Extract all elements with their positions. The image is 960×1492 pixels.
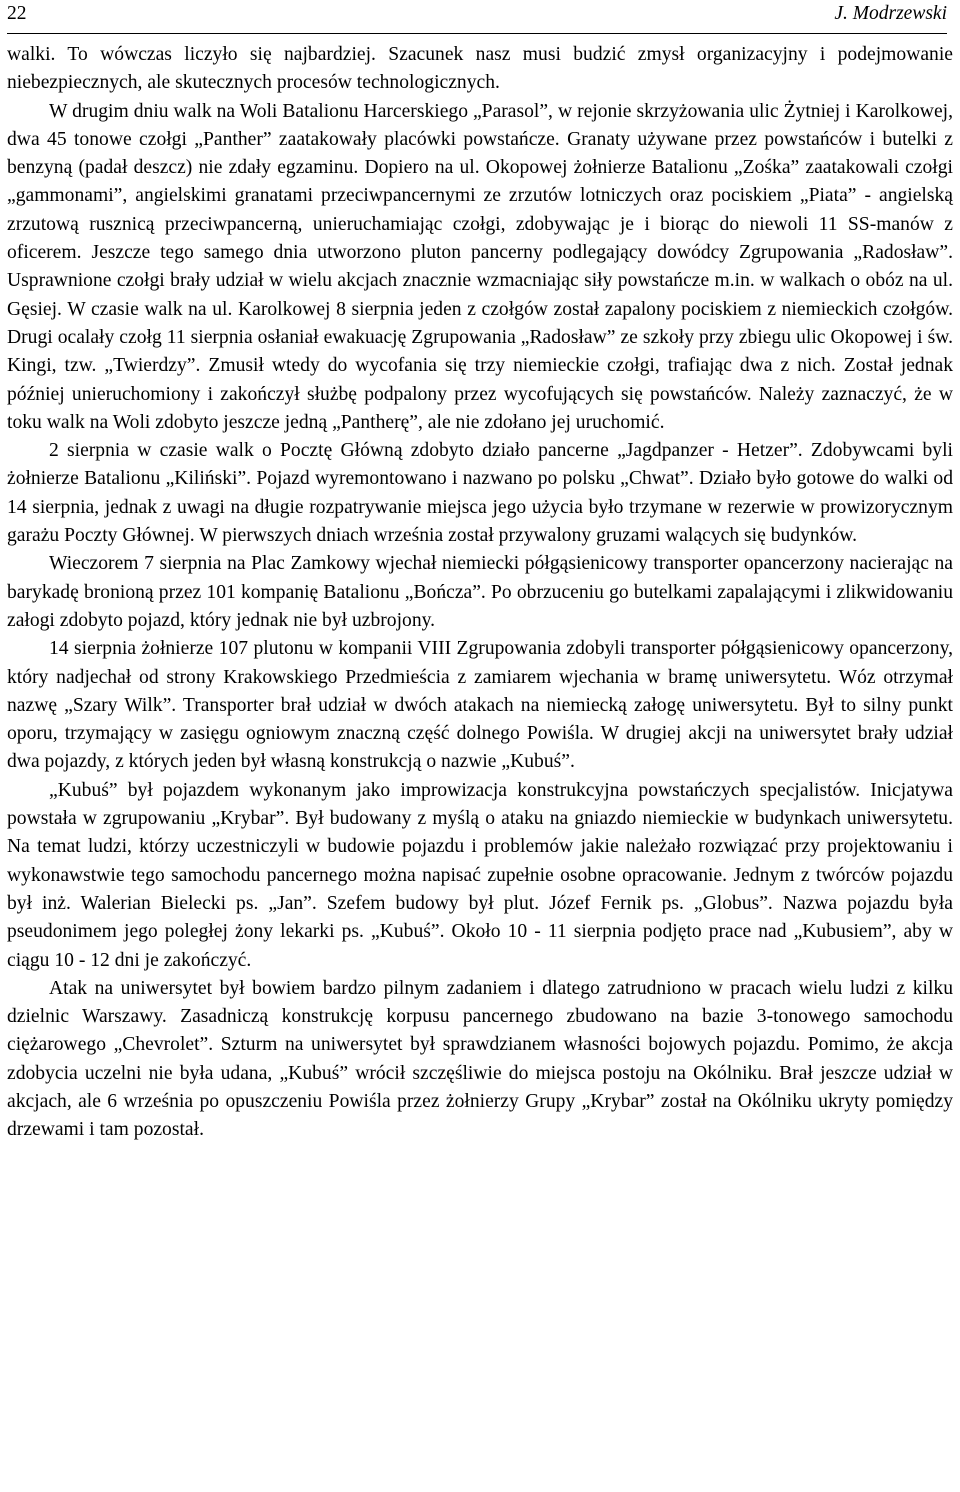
body-text [7,41,953,1145]
paragraph-plac-zamkowy: Wieczorem 7 sierpnia na Plac Zamkowy wjechał niemiecki półgąsienicowy transporter opancerzony nacierając na barykadę bronioną przez 101 kompanię Batalionu „Bończa”. Po obrzuceniu go butelkami zapalającymi i zlikwidowaniu załogi zdobyto pojazd, który jednak nie był uzbrojony. [7,553,953,631]
paragraph-continuation: walki. To wówczas liczyło się najbardziej. Szacunek nasz musi budzić zmysł organizacyjny i podejmowanie niebezpiecznych, ale skutecznych procesów technologicznych. [7,44,953,94]
paragraph-chwat: 2 sierpnia w czasie walk o Pocztę Główną zdobyto działo pancerne „Jagdpanzer - Hetzer”. Zdobywcami byli żołnierze Batalionu „Kiliński”. Pojazd wyremontowano i nazwano po polsku „Chwat”. Działo było gotowe do walki od 14 sierpnia, jednak z uwagi na długie rozpatrywanie miejsca jego użycia było trzymane w rezerwie w prowizorycznym garażu Poczty Głównej. W pierwszych dniach września został przywalony gruzami walących się budynków. [7,440,953,547]
running-head-author: J. Modrzewski [834,3,947,24]
page-number: 22 [7,3,27,24]
page-header [7,0,947,34]
paragraph-wola-tanks: W drugim dniu walk na Woli Batalionu Harcerskiego „Parasol”, w rejonie skrzyżowania ulic Żytniej i Karolkowej, dwa 45 tonowe czołgi „Panther” zaatakowały placówki powstańcze. Granaty używane przez powstańców i butelki z benzyną (padał deszcz) nie zdały egzaminu. Dopiero na ul. Okopowej żołnierze Batalionu „Zośka” zaatakowali czołgi „gammonami”, angielskimi granatami przeciwpancernymi ze zrzutów lotniczych oraz pociskiem „Piata” - angielską zrzutową rusznicą przeciwpancerną, unieruchamiając czołgi, zdobywając je i biorąc do niewoli 11 SS-manów z oficerem. Jeszcze tego samego dnia utworzono pluton pancerny podlegający dowódcy Zgrupowania „Radosław”. Usprawnione czołgi brały udział w wielu akcjach znacznie wzmacniając siły powstańcze m.in. w walkach o obóz na ul. Gęsiej. W czasie walk na ul. Karolkowej 8 sierpnia jeden z czołgów został zapalony pociskiem z niemieckich czołgów. Drugi ocalały czołg 11 sierpnia osłaniał ewakuację Zgrupowania „Radosław” ze szkoły przy zbiegu ulic Okopowej i św. Kingi, tzw. „Twierdzy”. Zmusił wtedy do wycofania się trzy niemieckie czołgi, trafiając dwa z nich. Został jednak później unieruchomiony i zakończył służbę podpalony przez wycofujących się powstańców. Należy zaznaczyć, że w toku walk na Woli zdobyto jeszcze jedną „Pantherę”, ale nie zdołano jej uruchomić. [7,100,953,433]
paragraph-university-attack: Atak na uniwersytet był bowiem bardzo pilnym zadaniem i dlatego zatrudniono w pracach wielu ludzi z kilku dzielnic Warszawy. Zasadniczą konstrukcję korpusu pancernego zbudowano na bazie 3-tonowego samochodu ciężarowego „Chevrolet”. Szturm na uniwersytet był sprawdzianem własności bojowych pojazdu. Pomimo, że akcja zdobycia uczelni nie była udana, „Kubuś” wrócił szczęśliwie do miejsca postoju na Okólniku. Brał jeszcze udział w akcjach, ale 6 września po opuszczeniu Powiśla przez żołnierzy Grupy „Krybar” został na Okólniku ukryty pomiędzy drzewami i tam pozostał. [7,977,953,1141]
paragraph-szary-wilk: 14 sierpnia żołnierze 107 plutonu w kompanii VIII Zgrupowania zdobyli transporter półgąsienicowy opancerzony, który nadjechał od strony Krakowskiego Przedmieścia z zamiarem wjechania w bramę uniwersytetu. Wóz otrzymał nazwę „Szary Wilk”. Transporter brał udział w dwóch atakach na niemiecką załogę uniwersytetu. Był to silny punkt oporu, trzymający w zasięgu ogniowym znaczną część dolnego Powiśla. W drugiej akcji na uniwersytet brały udział dwa pojazdy, z których jeden był własną konstrukcją o nazwie „Kubuś”. [7,638,953,773]
paragraph-kubus: „Kubuś” był pojazdem wykonanym jako improwizacja konstrukcyjna powstańczych specjalistów. Inicjatywa powstała w zgrupowaniu „Krybar”. Był budowany z myślą o ataku na gniazdo niemieckie w budynkach uniwersytetu. Na temat ludzi, którzy uczestniczyli w budowie pojazdu i problemów jakie należało rozwiązać przy projektowaniu i wykonawstwie tego samochodu pancernego można napisać zupełnie osobne opracowanie. Jednym z twórców pojazdu był inż. Walerian Bielecki ps. „Jan”. Szefem budowy był plut. Józef Fernik ps. „Globus”. Nazwa pojazdu była pseudonimem jego poległej żony lekarki ps. „Kubuś”. Około 10 - 11 sierpnia podjęto prace nad „Kubusiem”, aby w ciągu 10 - 12 dni je zakończyć. [7,779,953,971]
